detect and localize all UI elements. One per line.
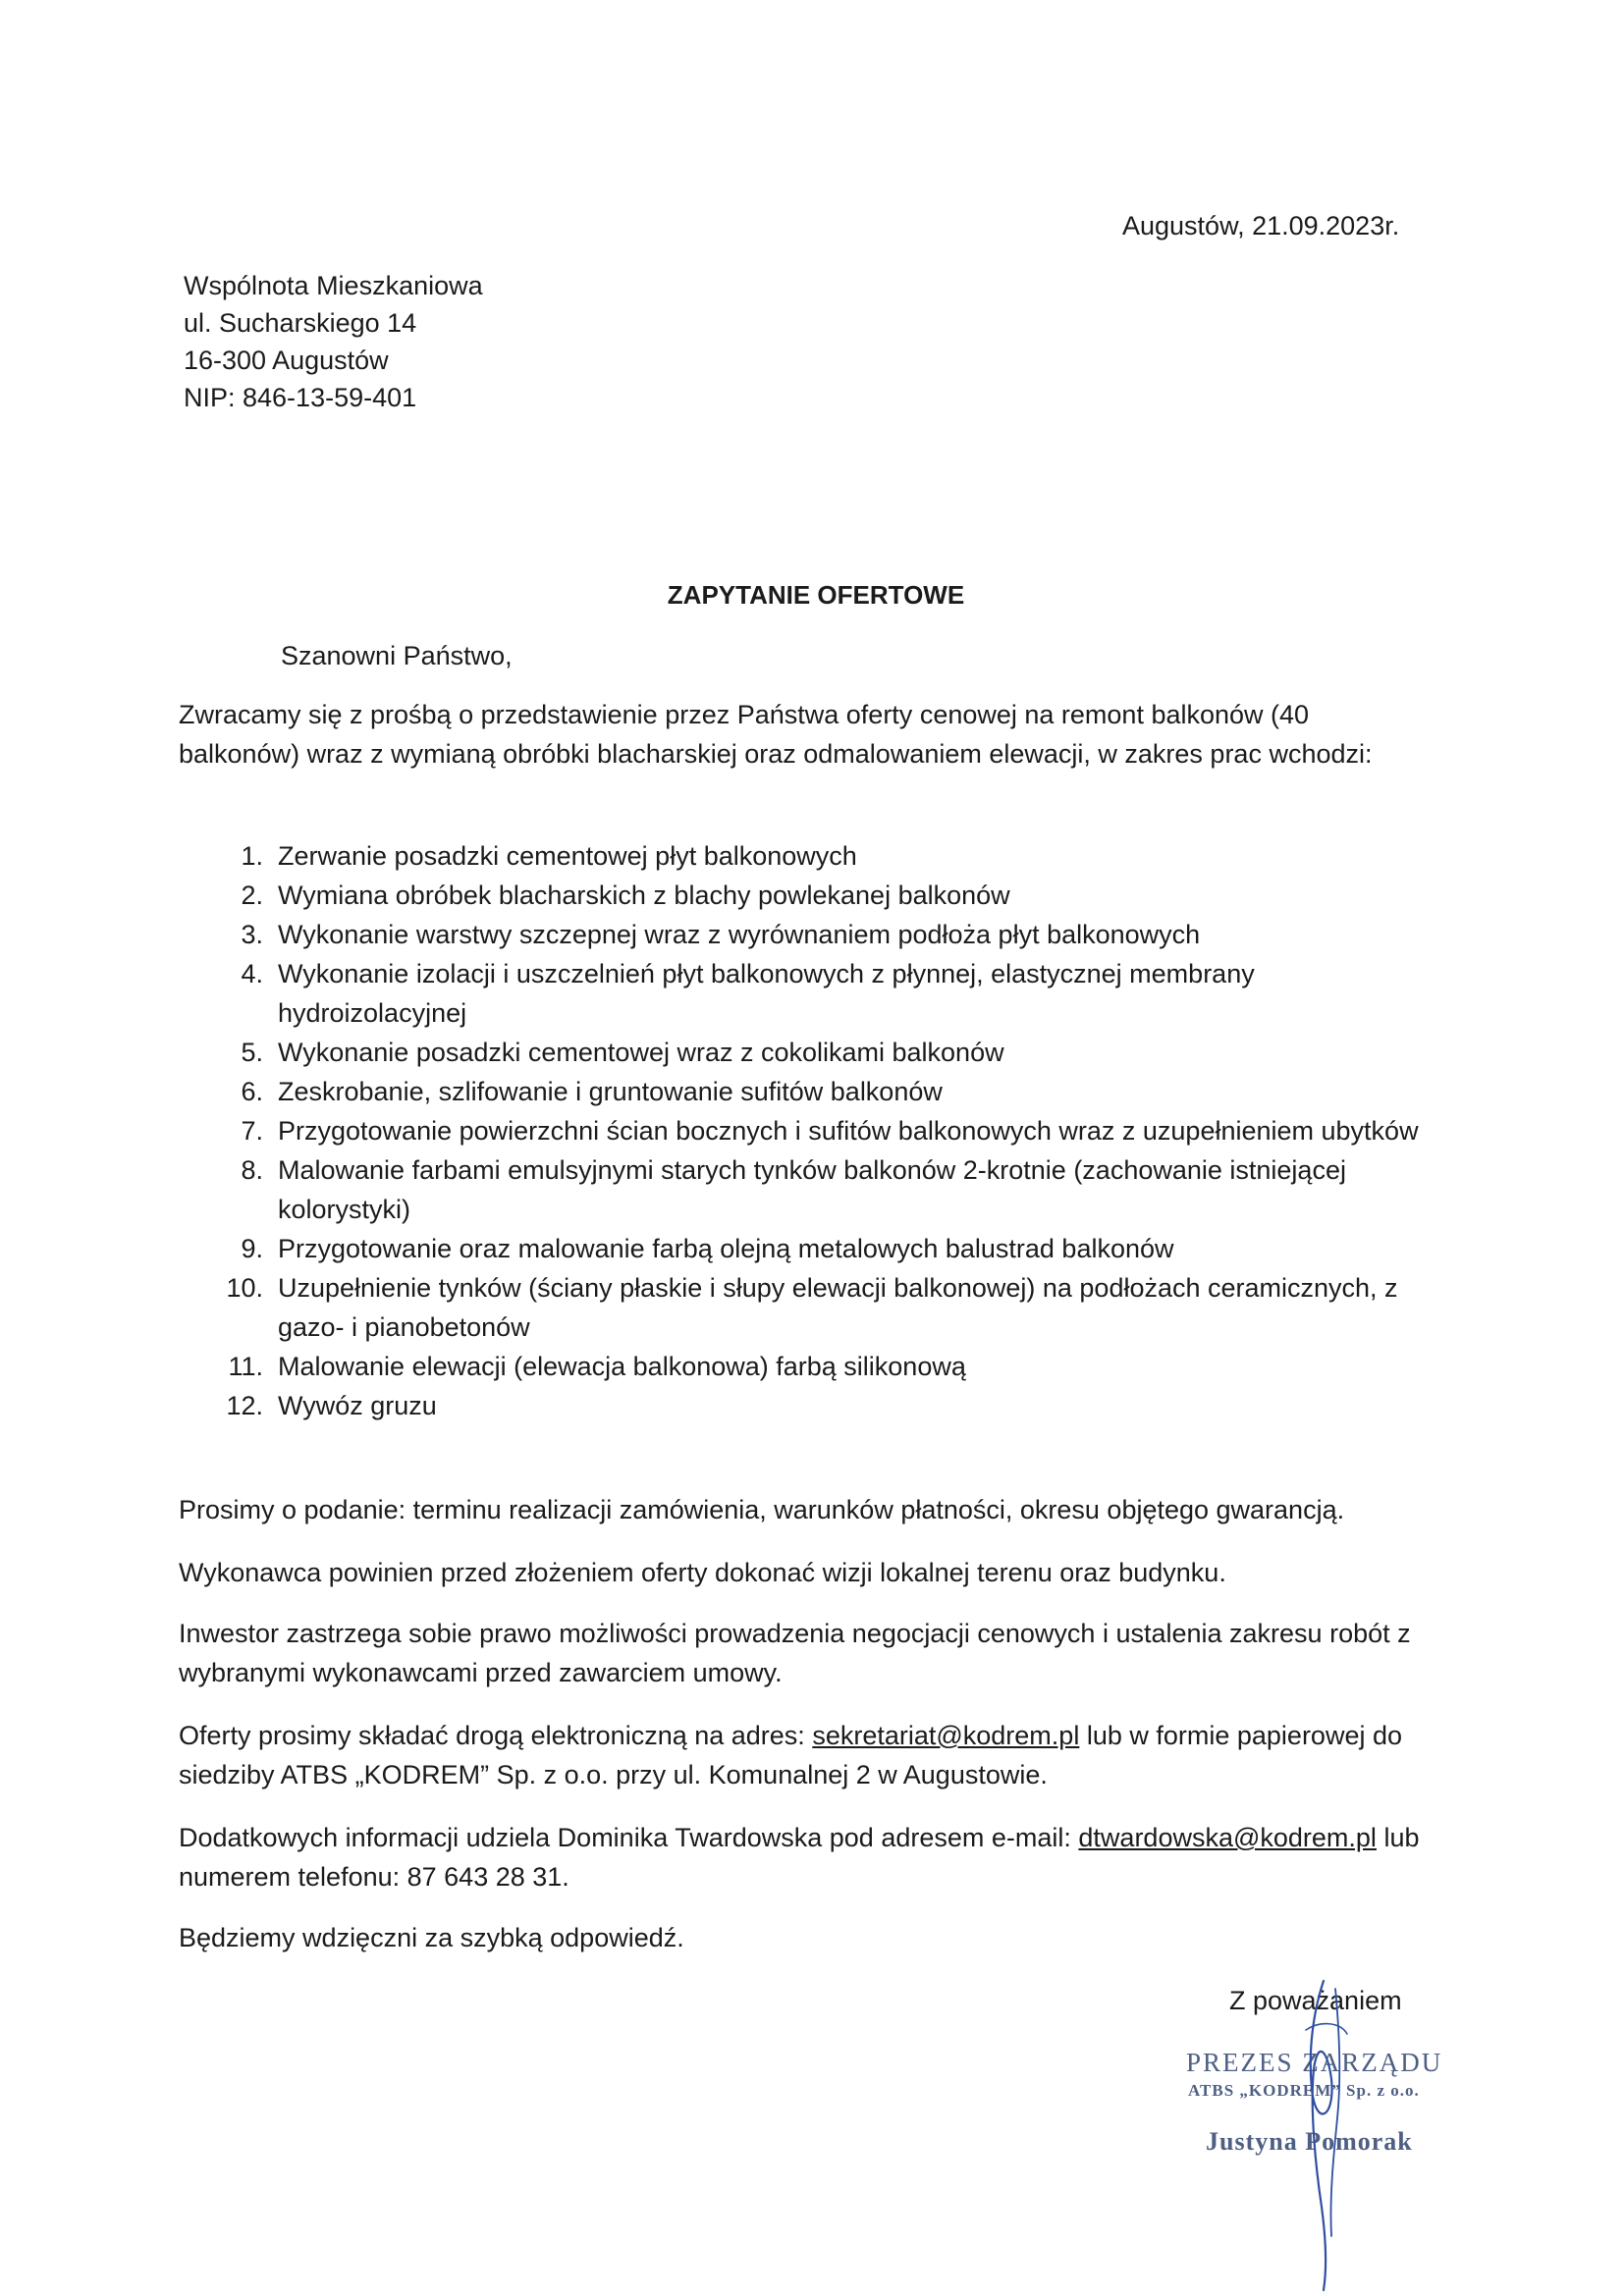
contact-email-link[interactable]: dtwardowska@kodrem.pl [1078,1823,1377,1852]
list-item-text: Wymiana obróbek blacharskich z blachy powlekanej balkonów [278,881,1010,910]
contact-text-after: lub numerem telefonu: 87 643 28 31. [179,1823,1420,1892]
list-item-number: 8. [241,1155,263,1185]
recipient-line: 16-300 Augustów [184,346,389,375]
list-item [179,1033,1424,1072]
list-item-number: 5. [241,1038,263,1067]
stamp-name: Justyna Pomorak [1206,2127,1413,2156]
list-item [179,915,1424,954]
list-item-number: 10. [226,1273,263,1303]
document-title [0,575,1624,614]
stamp-company: ATBS „KODREM” Sp. z o.o. [1188,2081,1420,2100]
submission-text-before: Oferty prosimy składać drogą elektroniczną na adres: [179,1721,813,1750]
list-item-text: Wykonanie warstwy szczepnej wraz z wyrównaniem podłoża płyt balkonowych [278,920,1201,949]
list-item-text: Zeskrobanie, szlifowanie i gruntowanie sufitów balkonów [278,1077,943,1106]
list-item-text: Wywóz gruzu [278,1391,437,1420]
recipient-line: Wspólnota Mieszkaniowa [184,271,483,300]
list-item-number: 3. [241,920,263,949]
list-item [179,1268,1424,1347]
stamp-title: PREZES ZARZĄDU [1186,2048,1443,2077]
list-item-number: 12. [226,1391,263,1420]
list-item-number: 9. [241,1234,263,1263]
list-item-number: 11. [228,1352,263,1381]
work-items-list [179,836,1424,1425]
list-item-text: Przygotowanie powierzchni ścian bocznych i sufitów balkonowych wraz z uzupełnieniem ubytków [278,1116,1419,1146]
list-item [179,1229,1424,1268]
request-terms-paragraph: Prosimy o podanie: terminu realizacji zamówienia, warunków płatności, okresu objętego gwarancją. [179,1495,1345,1524]
recipient-line: ul. Sucharskiego 14 [184,308,417,338]
handwritten-signature [1267,1971,1384,2295]
list-item-text: Zerwanie posadzki cementowej płyt balkonowych [278,841,857,871]
list-item-text: Wykonanie izolacji i uszczelnień płyt balkonowych z płynnej, elastycznej membrany hydroizolacyjnej [278,959,1255,1028]
list-item-text: Malowanie farbami emulsyjnymi starych tynków balkonów 2-krotnie (zachowanie istniejącej kolorystyki) [278,1155,1346,1224]
closing-line: Z poważaniem [1229,1986,1402,2015]
list-item-number: 4. [241,959,263,988]
list-item-text: Malowanie elewacji (elewacja balkonowa) farbą silikonową [278,1352,966,1381]
negotiation-paragraph: Inwestor zastrzega sobie prawo możliwości prowadzenia negocjacji cenowych i ustalenia zakresu robót z wybranymi wykonawcami przed zawarciem umowy. [179,1619,1411,1687]
site-visit-paragraph: Wykonawca powinien przed złożeniem oferty dokonać wizji lokalnej terenu oraz budynku. [179,1558,1226,1587]
contact-text-before: Dodatkowych informacji udziela Dominika Twardowska pod adresem e-mail: [179,1823,1079,1852]
thanks-paragraph: Będziemy wdzięczni za szybką odpowiedź. [179,1923,684,1952]
recipient-address [184,267,483,416]
list-item-number: 1. [241,841,263,871]
list-item [179,1386,1424,1425]
recipient-line: NIP: 846-13-59-401 [184,383,417,412]
list-item-text: Przygotowanie oraz malowanie farbą olejną metalowych balustrad balkonów [278,1234,1174,1263]
list-item [179,1072,1424,1111]
intro-paragraph: Zwracamy się z prośbą o przedstawienie przez Państwa oferty cenowej na remont balkonów (40 balkonów) wraz z wymianą obróbki blacharskiej oraz odmalowaniem elewacji, w zakres prac wchodzi: [179,700,1373,769]
document-title-text: ZAPYTANIE OFERTOWE [667,580,965,610]
submission-paragraph [179,1716,1424,1794]
list-item [179,876,1424,915]
list-item [179,1150,1424,1229]
list-item-text: Wykonanie posadzki cementowej wraz z cokolikami balkonów [278,1038,1004,1067]
list-item [179,836,1424,876]
submission-text-after: lub w formie papierowej do siedziby ATBS „KODREM” Sp. z o.o. przy ul. Komunalnej 2 w Augustowie. [179,1721,1402,1789]
list-item [179,1111,1424,1150]
list-item-text: Uzupełnienie tynków (ściany płaskie i słupy elewacji balkonowej) na podłożach ceramicznych, z gazo- i pianobetonów [278,1273,1398,1342]
greeting: Szanowni Państwo, [281,641,513,670]
date-line: Augustów, 21.09.2023r. [1122,211,1400,240]
list-item-number: 6. [241,1077,263,1106]
submission-email-link[interactable]: sekretariat@kodrem.pl [812,1721,1080,1750]
list-item [179,954,1424,1033]
list-item-number: 2. [241,881,263,910]
list-item [179,1347,1424,1386]
list-item-number: 7. [241,1116,263,1146]
contact-paragraph [179,1818,1424,1896]
